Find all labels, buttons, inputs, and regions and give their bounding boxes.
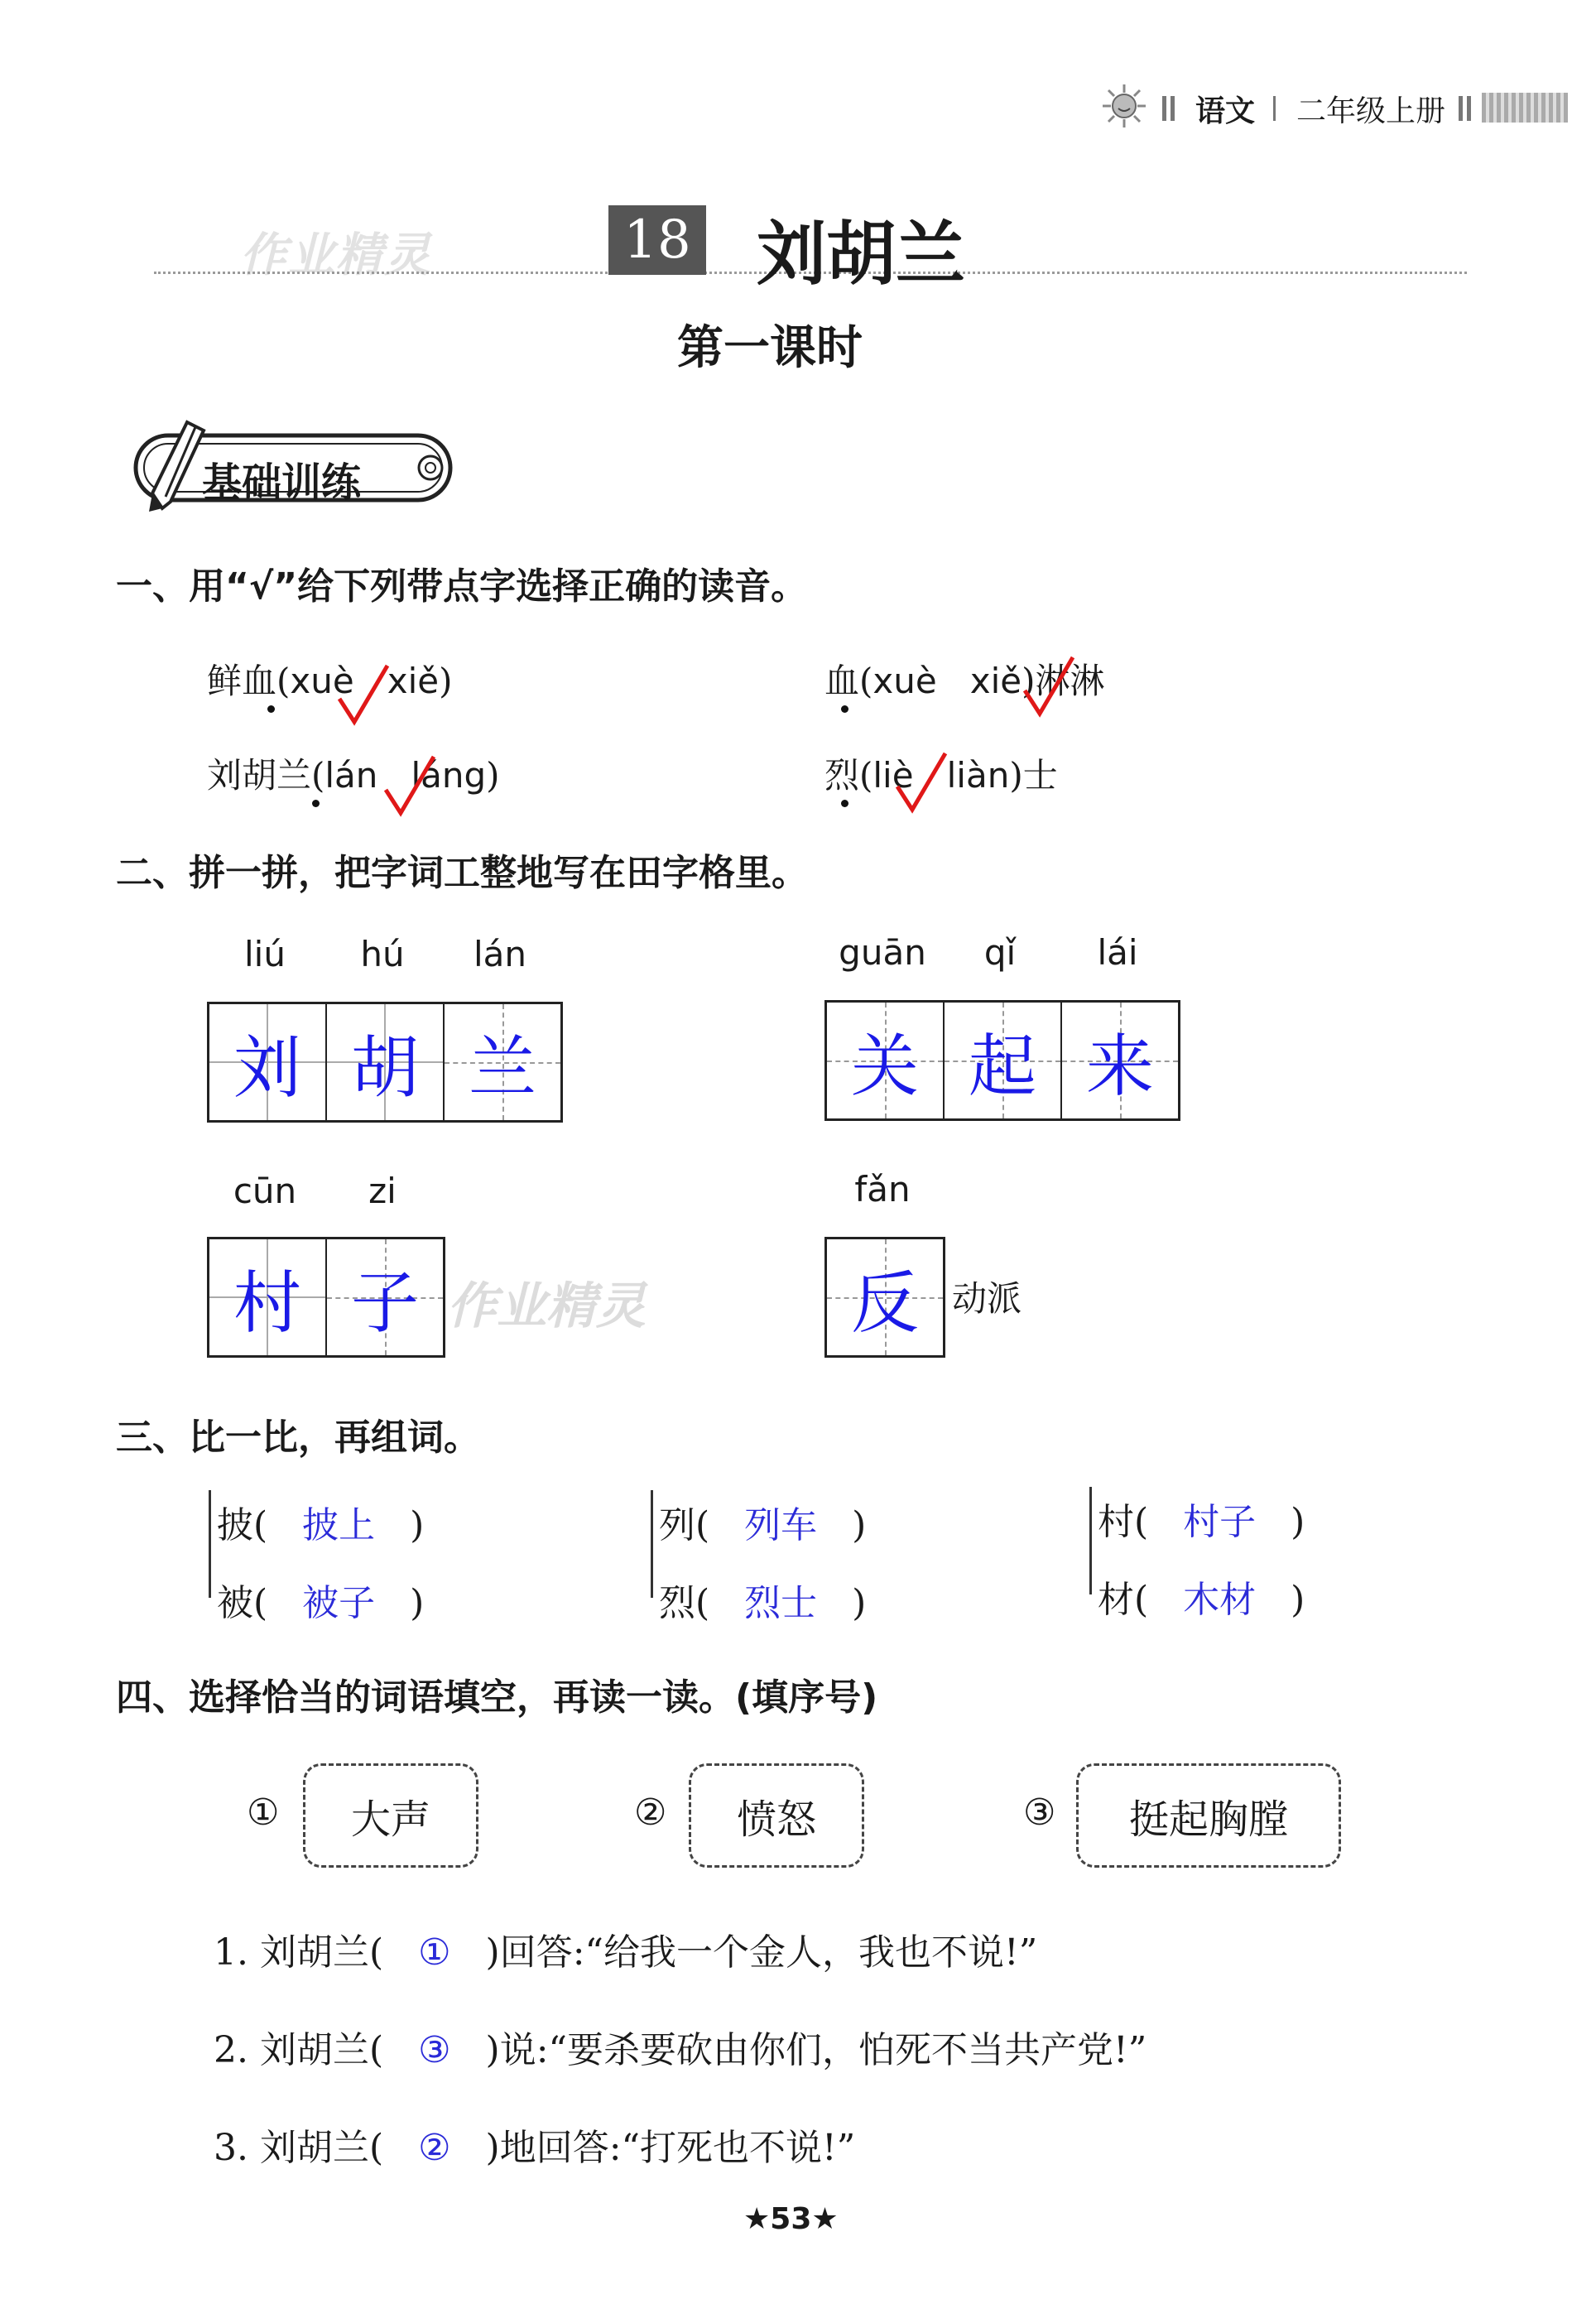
tianzi-grid bbox=[207, 1237, 445, 1358]
question-3-heading: 三、比一比，再组词。 bbox=[116, 1416, 480, 1459]
option-number: ② bbox=[634, 1792, 667, 1834]
checkmark-icon bbox=[334, 662, 392, 729]
sentence-3: 3. 刘胡兰( ② )地回答:“打死也不说!” bbox=[214, 2127, 856, 2169]
pinyin: lán bbox=[473, 934, 527, 974]
q1-item-1: 鲜血(xuè xiě) bbox=[207, 661, 453, 701]
section-label: 基础训练 bbox=[202, 459, 362, 506]
emphasis-dot bbox=[841, 705, 848, 713]
written-char: 兰 bbox=[468, 1028, 536, 1108]
watermark: 作业精灵 bbox=[240, 228, 432, 282]
sentence-1: 1. 刘胡兰( ① )回答:“给我一个金人，我也不说!” bbox=[214, 1931, 1038, 1974]
grid-cell bbox=[827, 1003, 945, 1118]
pinyin: zi bbox=[368, 1171, 397, 1211]
compare-row: 被( 被子 ) bbox=[217, 1582, 425, 1624]
page-number: ★53★ bbox=[743, 2202, 839, 2236]
pinyin: liú bbox=[244, 934, 286, 974]
written-char: 胡 bbox=[350, 1028, 419, 1108]
header-divider bbox=[1171, 96, 1175, 121]
written-char: 来 bbox=[1085, 1027, 1154, 1106]
question-1-heading: 一、用“√”给下列带点字选择正确的读音。 bbox=[116, 565, 808, 608]
tianzi-grid bbox=[824, 1237, 945, 1358]
sun-icon bbox=[1101, 83, 1147, 129]
written-char: 反 bbox=[850, 1263, 919, 1343]
option-word-box: 大声 bbox=[303, 1763, 478, 1868]
grid-cell bbox=[1062, 1003, 1178, 1118]
compare-row: 列( 列车 ) bbox=[659, 1504, 867, 1546]
watermark: 作业精灵 bbox=[447, 1277, 646, 1335]
option-word-box: 挺起胸膛 bbox=[1076, 1763, 1341, 1868]
pinyin: fǎn bbox=[854, 1169, 911, 1210]
pinyin: lái bbox=[1097, 932, 1138, 973]
option-word-box: 愤怒 bbox=[689, 1763, 864, 1868]
q1-item-4: 烈(liè liàn)士 bbox=[824, 755, 1058, 796]
grid-cell bbox=[209, 1239, 327, 1355]
grid-cell bbox=[327, 1004, 445, 1120]
word-suffix: 动派 bbox=[952, 1278, 1022, 1319]
pinyin: hú bbox=[360, 934, 405, 974]
grid-cell bbox=[945, 1003, 1062, 1118]
written-char: 子 bbox=[350, 1263, 419, 1343]
checkmark-icon bbox=[381, 753, 439, 820]
option-number: ① bbox=[247, 1792, 280, 1834]
grid-cell bbox=[827, 1239, 943, 1355]
emphasis-dot bbox=[267, 705, 275, 713]
header-divider bbox=[1467, 96, 1471, 121]
question-4-heading: 四、选择恰当的词语填空，再读一读。(填序号) bbox=[116, 1676, 878, 1719]
header-divider bbox=[1459, 96, 1463, 121]
checkmark-icon bbox=[1020, 654, 1078, 720]
compare-row: 材( 木材 ) bbox=[1098, 1579, 1305, 1621]
sentence-2: 2. 刘胡兰( ③ )说:“要杀要砍由你们，怕死不当共产党!” bbox=[214, 2029, 1147, 2071]
header-grade: 二年级上册 bbox=[1296, 94, 1446, 128]
emphasis-dot bbox=[312, 800, 320, 807]
q1-item-2: 血(xuè xiě)淋淋 bbox=[824, 661, 1105, 701]
header-subject: 语文 bbox=[1195, 94, 1256, 128]
grid-cell bbox=[327, 1239, 443, 1355]
option-number: ③ bbox=[1023, 1792, 1056, 1834]
pinyin: guān bbox=[839, 932, 926, 973]
period-title: 第一课时 bbox=[677, 321, 863, 375]
written-char: 刘 bbox=[233, 1028, 301, 1108]
pinyin: qǐ bbox=[983, 932, 1017, 973]
tianzi-grid bbox=[824, 1000, 1180, 1121]
compare-row: 烈( 烈士 ) bbox=[659, 1582, 867, 1624]
tianzi-grid bbox=[207, 1002, 563, 1123]
written-char: 起 bbox=[968, 1027, 1036, 1106]
checkmark-icon bbox=[892, 750, 950, 816]
compare-row: 村( 村子 ) bbox=[1098, 1501, 1305, 1543]
header-divider bbox=[1273, 96, 1276, 121]
lesson-title: 刘胡兰 bbox=[757, 213, 966, 295]
pinyin: cūn bbox=[233, 1171, 297, 1211]
header-divider bbox=[1162, 96, 1166, 121]
written-char: 关 bbox=[850, 1027, 919, 1106]
question-2-heading: 二、拼一拼，把字词工整地写在田字格里。 bbox=[116, 852, 808, 894]
lesson-number: 18 bbox=[608, 205, 706, 275]
compare-row: 披( 披上 ) bbox=[217, 1504, 425, 1546]
emphasis-dot bbox=[841, 800, 848, 807]
grid-cell bbox=[445, 1004, 560, 1120]
q1-item-3: 刘胡兰(lán láng) bbox=[207, 755, 500, 796]
grid-cell bbox=[209, 1004, 327, 1120]
header-decoration bbox=[1482, 93, 1568, 123]
written-char: 村 bbox=[233, 1263, 301, 1343]
